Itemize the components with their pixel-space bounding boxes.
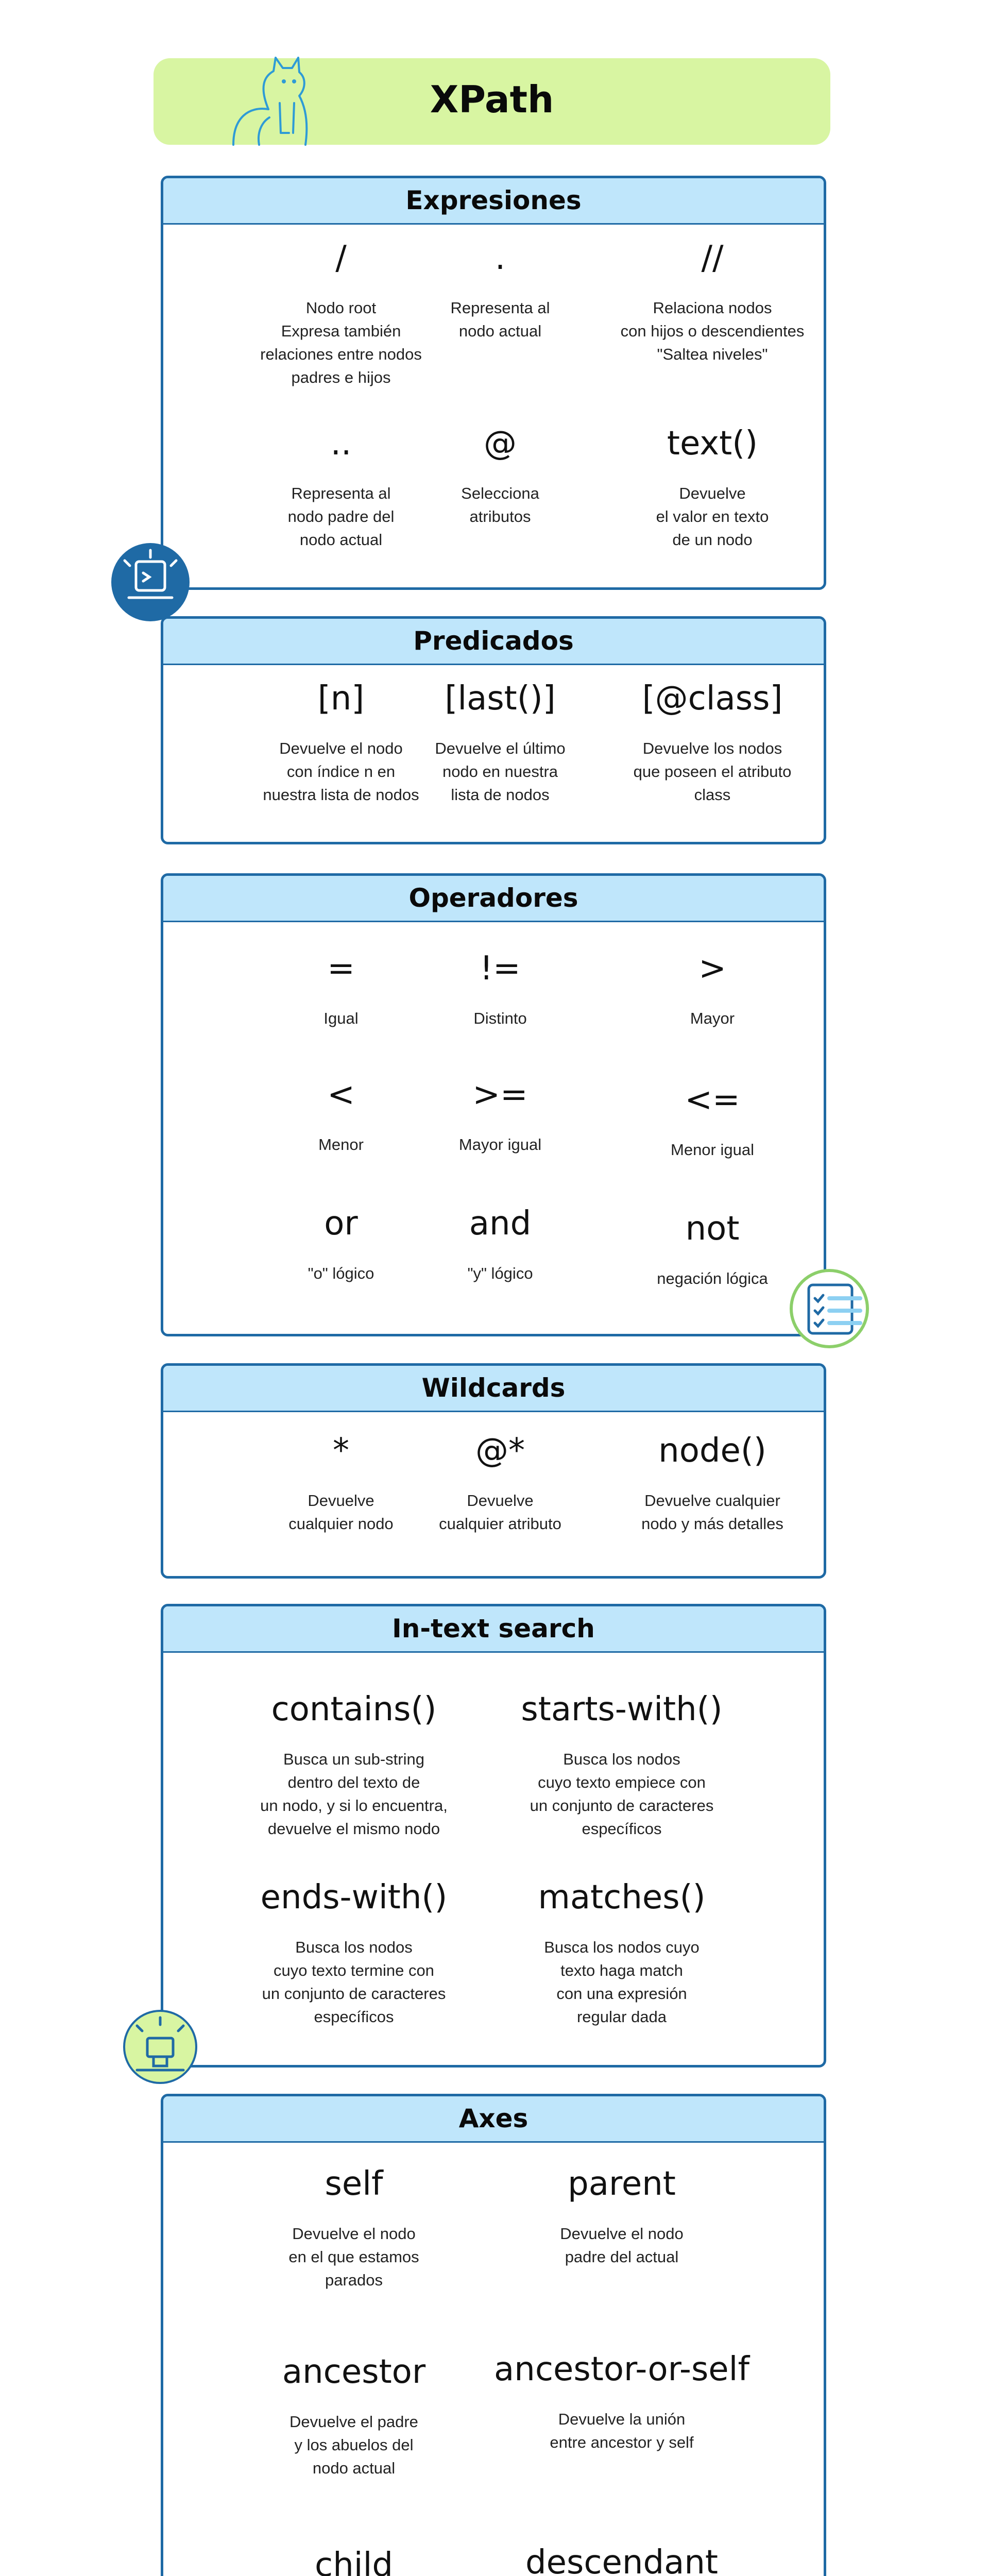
section-operadores [161, 873, 826, 1336]
item-any-attribute [395, 1433, 606, 1536]
computer-badge-icon [109, 541, 192, 623]
item-symbol: [last()] [445, 680, 556, 718]
item-parent-axis [478, 2166, 766, 2269]
item-desc: "o" lógico [308, 1264, 374, 1283]
item-desc: Distinto [473, 1009, 527, 1028]
item-and [395, 1206, 606, 1285]
item-class [607, 681, 818, 807]
item-desc: negación lógica [657, 1269, 768, 1288]
item-desc: Selecciona atributos [461, 484, 539, 526]
section-title: Wildcards [163, 1366, 824, 1412]
item-symbol: [@class] [642, 680, 783, 718]
item-symbol: ends-with() [260, 1878, 448, 1917]
item-desc: Busca los nodos cuyo texto haga match con una expresión regular dada [544, 1938, 700, 2026]
item-gte [395, 1077, 606, 1157]
item-desc: Menor [318, 1136, 364, 1154]
item-desc: Busca los nodos cuyo texto termine con un conjunto de caracteres específicos [262, 1938, 446, 2026]
item-desc: Nodo root Expresa también relaciones entre nodos padres e hijos [260, 299, 422, 387]
item-symbol: or [324, 1205, 358, 1243]
item-symbol: > [698, 950, 726, 988]
item-symbol: self [325, 2165, 383, 2203]
item-desc: Menor igual [671, 1141, 754, 1159]
section-expresiones [161, 176, 826, 590]
item-symbol: .. [330, 425, 352, 463]
item-ends-with [210, 1879, 498, 2029]
item-ancestor [210, 2354, 498, 2480]
item-symbol: ancestor [282, 2353, 426, 2391]
item-symbol: text() [667, 425, 758, 463]
item-desc: Relaciona nodos con hijos o descendientes "Saltea niveles" [620, 299, 805, 364]
item-node-fn [607, 1433, 818, 1536]
item-desc: Devuelve el valor en texto de un nodo [656, 484, 769, 549]
item-desc: Representa al nodo padre del nodo actual [287, 484, 395, 549]
item-desc: Devuelve el nodo padre del actual [560, 2225, 684, 2266]
item-symbol: child [315, 2546, 393, 2576]
section-title: Operadores [163, 876, 824, 922]
item-desc: Devuelve la unión entre ancestor y self [550, 2410, 694, 2452]
item-symbol: ancestor-or-self [494, 2350, 749, 2388]
item-symbol: matches() [538, 1878, 706, 1917]
item-desc: "y" lógico [467, 1264, 533, 1283]
section-axes [161, 2094, 826, 2576]
title-banner [154, 58, 830, 145]
section-title: In-text search [163, 1606, 824, 1653]
item-descendants [607, 240, 818, 366]
item-desc: Mayor igual [458, 1136, 542, 1154]
item-desc: Igual [323, 1009, 359, 1028]
item-neq [395, 951, 606, 1030]
item-symbol: >= [472, 1076, 528, 1114]
item-symbol: // [701, 239, 724, 277]
item-symbol: . [494, 239, 506, 277]
item-desc: Busca un sub-string dentro del texto de un nodo, y si lo encuentra, devuelve el mismo nodo [260, 1750, 448, 1838]
item-desc: Devuelve el nodo con índice n en nuestra lista de nodos [263, 739, 419, 804]
item-symbol: parent [568, 2165, 676, 2203]
item-starts-with [478, 1691, 766, 1841]
item-child [210, 2547, 498, 2576]
item-symbol: / [335, 239, 347, 277]
page-title: XPath [430, 78, 554, 121]
item-symbol: contains() [271, 1690, 437, 1728]
item-desc: Mayor [690, 1009, 735, 1028]
item-symbol: starts-with() [521, 1690, 723, 1728]
section-in-text-search [161, 1604, 826, 2067]
checklist-badge-icon [788, 1267, 871, 1350]
item-contains [210, 1691, 498, 1841]
item-symbol: <= [685, 1081, 740, 1119]
item-symbol: descendant [525, 2544, 718, 2576]
item-current [395, 240, 606, 343]
item-matches [478, 1879, 766, 2029]
item-symbol: = [327, 950, 355, 988]
item-desc: Busca los nodos cuyo texto empiece con un conjunto de caracteres específicos [530, 1750, 714, 1838]
item-ancestor-or-self [478, 2351, 766, 2454]
section-title: Expresiones [163, 178, 824, 225]
item-desc: Representa al nodo actual [450, 299, 550, 341]
item-symbol: and [469, 1205, 532, 1243]
item-desc: Devuelve cualquier nodo [288, 1492, 394, 1533]
item-desc: Devuelve cualquier atributo [439, 1492, 561, 1533]
item-text [607, 426, 818, 552]
item-desc: Devuelve el nodo en el que estamos parados [288, 2225, 419, 2290]
item-last [395, 681, 606, 807]
item-symbol: @* [475, 1432, 525, 1470]
item-not [607, 1211, 818, 1291]
item-desc: Devuelve cualquier nodo y más detalles [641, 1492, 783, 1533]
item-desc: Devuelve el último nodo en nuestra lista de nodos [435, 739, 566, 804]
item-symbol: * [333, 1432, 349, 1470]
section-title: Predicados [163, 619, 824, 665]
item-symbol: @ [484, 425, 517, 463]
item-desc: Devuelve el padre y los abuelos del nodo actual [289, 2413, 418, 2478]
item-desc: Devuelve los nodos que poseen el atributo class [633, 739, 792, 804]
item-symbol: != [480, 950, 521, 988]
item-lte [607, 1082, 818, 1162]
item-symbol: node() [658, 1432, 766, 1470]
section-title: Axes [163, 2096, 824, 2143]
item-symbol: < [327, 1076, 355, 1114]
item-gt [607, 951, 818, 1030]
item-self [210, 2166, 498, 2292]
item-symbol: [n] [317, 680, 365, 718]
item-descendant [478, 2545, 766, 2576]
section-wildcards [161, 1363, 826, 1579]
item-symbol: not [685, 1210, 740, 1248]
section-predicados [161, 616, 826, 844]
item-attributes [395, 426, 606, 529]
lightbulb-badge-icon [122, 2008, 199, 2086]
